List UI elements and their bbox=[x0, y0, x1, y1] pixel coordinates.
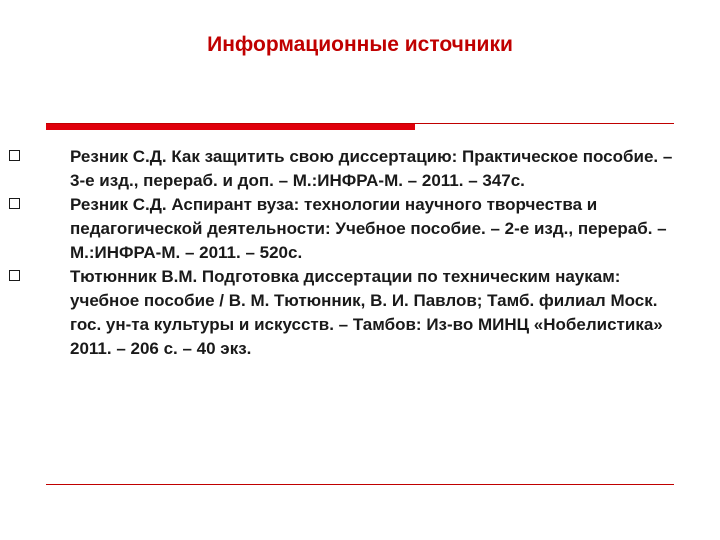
reference-text: Резник С.Д. Как защитить свою диссертацию: Практическое пособие. – 3-е изд., перераб. и доп. – М.:ИНФРА-М. – 2011. – 347с. bbox=[70, 147, 673, 190]
top-accent-bar bbox=[46, 124, 415, 130]
reference-item bbox=[0, 193, 690, 265]
reference-item bbox=[0, 145, 690, 193]
square-bullet-icon bbox=[9, 270, 20, 281]
reference-text: Резник С.Д. Аспирант вуза: технологии научного творчества и педагогической деятельности: Учебное пособие. – 2-е изд., перераб. – М.:ИНФРА-М. – 2011. – 520с. bbox=[70, 195, 667, 262]
square-bullet-icon bbox=[9, 198, 20, 209]
slide-title: Информационные источники bbox=[207, 33, 513, 56]
reference-item bbox=[0, 265, 690, 361]
bottom-divider-line bbox=[46, 484, 674, 485]
reference-list bbox=[0, 145, 720, 361]
reference-text: Тютюнник В.М. Подготовка диссертации по техническим наукам: учебное пособие / В. М. Тютюнник, В. И. Павлов; Тамб. филиал Моск. гос. ун-та культуры и искусств. – Тамбов: Из-во МИНЦ «Нобелистика» 2011. – 206 с. – 40 экз. bbox=[70, 267, 663, 358]
square-bullet-icon bbox=[9, 150, 20, 161]
